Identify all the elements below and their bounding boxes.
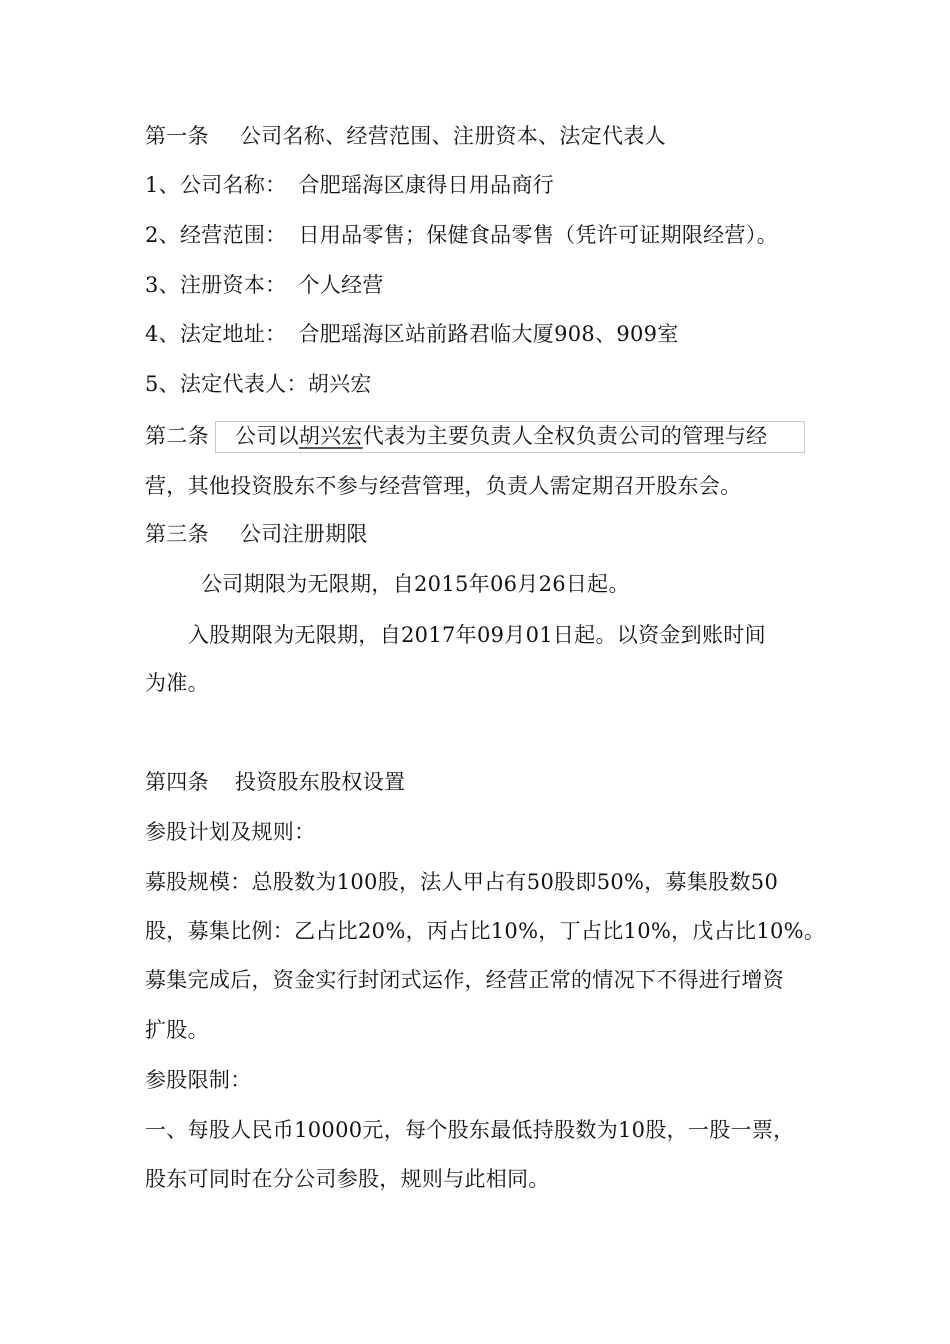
- share-limit-line-1: 一、每股人民币10000元，每个股东最低持股数为10股，一股一票，: [145, 1118, 795, 1142]
- article-3-number: 第三条: [145, 522, 209, 546]
- share-plan-label: 参股计划及规则：: [145, 820, 316, 844]
- legal-address-value: 合肥瑶海区站前路君临大厦908、909室: [298, 322, 679, 346]
- article-4-title: 投资股东股权设置: [234, 770, 406, 794]
- registered-capital-label: 3、注册资本：: [145, 273, 287, 297]
- article-3-heading-line: [145, 519, 368, 549]
- legal-address-label: 4、法定地址：: [145, 322, 287, 346]
- share-term-line-2: 为准。: [145, 671, 209, 695]
- article-1-number: 第一条: [145, 124, 209, 148]
- share-scale-line-1: 募股规模：总股数为100股，法人甲占有50股即50%，募集股数50: [145, 870, 779, 894]
- business-scope-row: [145, 220, 778, 250]
- article-2-text-rest: 代表为主要负责人全权负责公司的管理与经: [362, 424, 768, 448]
- company-name-row: [145, 170, 554, 200]
- share-limit-label: 参股限制：: [145, 1068, 252, 1092]
- legal-representative-value: 胡兴宏: [307, 372, 372, 396]
- share-term-line-1: 入股期限为无限期，自2017年09月01日起。以资金到账时间: [188, 623, 766, 647]
- article-1-title: 公司名称、经营范围、注册资本、法定代表人: [239, 124, 666, 148]
- article-4-heading-line: [145, 767, 405, 797]
- article-2-number: 第二条: [145, 424, 209, 448]
- business-scope-label: 2、经营范围：: [145, 223, 287, 247]
- business-scope-value: 日用品零售；保健食品零售（凭许可证期限经营）。: [298, 223, 778, 247]
- share-limit-line-2: 股东可同时在分公司参股，规则与此相同。: [145, 1167, 550, 1191]
- company-name-value: 合肥瑶海区康得日用品商行: [298, 173, 555, 197]
- share-scale-line-2: 股，募集比例：乙占比20%，丙占比10%，丁占比10%，戊占比10%。: [145, 919, 826, 943]
- article-3-title: 公司注册期限: [239, 522, 368, 546]
- article-4-number: 第四条: [145, 770, 209, 794]
- company-name-label: 1、公司名称：: [145, 173, 287, 197]
- registered-capital-row: [145, 270, 384, 300]
- representative-name: 胡兴宏: [298, 424, 363, 448]
- company-term-paragraph: 公司期限为无限期，自2015年06月26日起。: [201, 572, 630, 596]
- article-2-text-start: 公司以: [234, 424, 299, 448]
- legal-representative-row: [145, 369, 372, 399]
- share-scale-line-4: 扩股。: [145, 1018, 209, 1042]
- legal-address-row: [145, 319, 679, 349]
- registered-capital-value: 个人经营: [298, 273, 384, 297]
- legal-representative-label: 5、法定代表人：: [145, 372, 308, 396]
- article-1-heading-line: [145, 121, 666, 151]
- article-2-line-1: [145, 421, 767, 451]
- share-scale-line-3: 募集完成后，资金实行封闭式运作，经营正常的情况下不得进行增资: [145, 968, 784, 992]
- article-2-line-2: 营，其他投资股东不参与经营管理，负责人需定期召开股东会。: [145, 474, 742, 498]
